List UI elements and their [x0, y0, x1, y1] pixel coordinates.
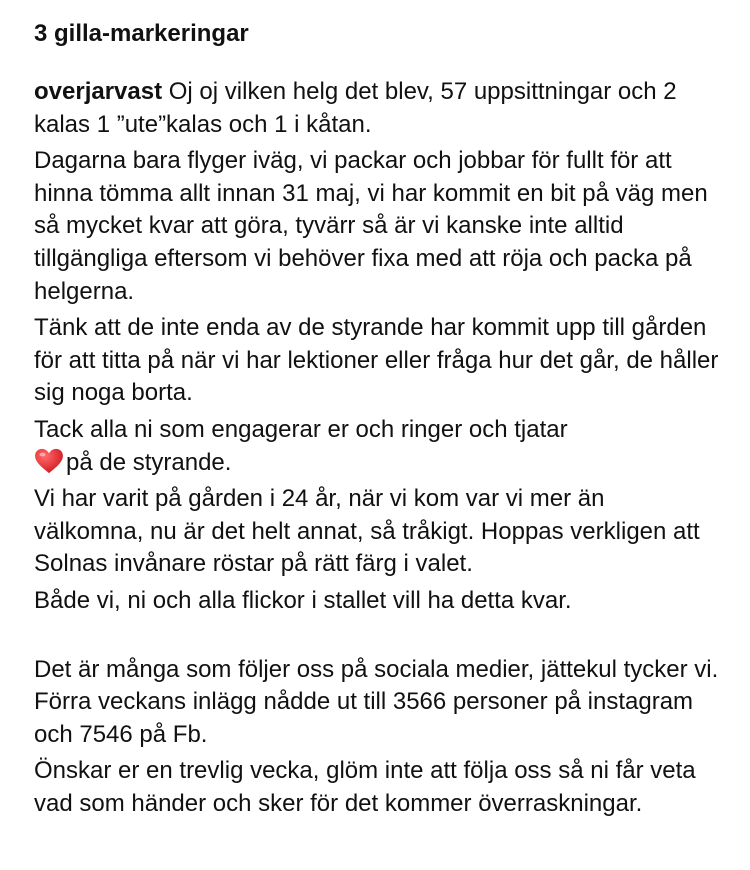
- caption-paragraph: [34, 414, 720, 479]
- caption-paragraph: [34, 483, 720, 581]
- username-link[interactable]: overjarvast: [34, 78, 163, 105]
- heart-icon: [34, 448, 64, 474]
- caption-paragraph: [34, 585, 720, 618]
- caption-text: Tänk att de inte enda av de styrande har kommit upp till gården för att titta på när vi har lektioner eller fråga hur det går, de håller sig noga borta.: [34, 314, 719, 407]
- caption-paragraph: [34, 755, 720, 820]
- caption-text: Tack alla ni som engagerar er och ringer och tjatar: [34, 415, 568, 443]
- caption-text: Oj oj vilken helg det blev, 57 uppsittningar och 2 kalas 1 ”ute”kalas och 1 i kåtan.: [34, 78, 677, 138]
- caption-text: på de styrande.: [66, 448, 232, 476]
- caption-paragraph: [34, 145, 720, 308]
- caption-text: Önskar er en trevlig vecka, glöm inte att följa oss så ni får veta vad som händer och sker för det kommer överraskningar.: [34, 757, 696, 817]
- caption: [34, 76, 720, 820]
- caption-text: Vi har varit på gården i 24 år, när vi kom var vi mer än välkomna, nu är det helt annat, så tråkigt. Hoppas verkligen att Solnas invånare röstar på rätt färg i valet.: [34, 485, 700, 578]
- caption-text: Det är många som följer oss på sociala medier, jättekul tycker vi. Förra veckans inlägg nådde ut till 3566 personer på instagram och 7546 på Fb.: [34, 655, 719, 748]
- caption-paragraph: [34, 76, 720, 141]
- caption-text: Dagarna bara flyger iväg, vi packar och jobbar för fullt för att hinna tömma allt innan 31 maj, vi har kommit en bit på väg men så mycket kvar att göra, tyvärr så är vi kanske inte alltid tillgängliga eftersom vi behöver fixa med att röja och packa på helgerna.: [34, 147, 708, 305]
- caption-text: Både vi, ni och alla flickor i stallet vill ha detta kvar.: [34, 586, 572, 614]
- likes-count[interactable]: 3 gilla-markeringar: [34, 20, 249, 47]
- caption-paragraph: [34, 654, 720, 752]
- caption-paragraph: [34, 312, 720, 410]
